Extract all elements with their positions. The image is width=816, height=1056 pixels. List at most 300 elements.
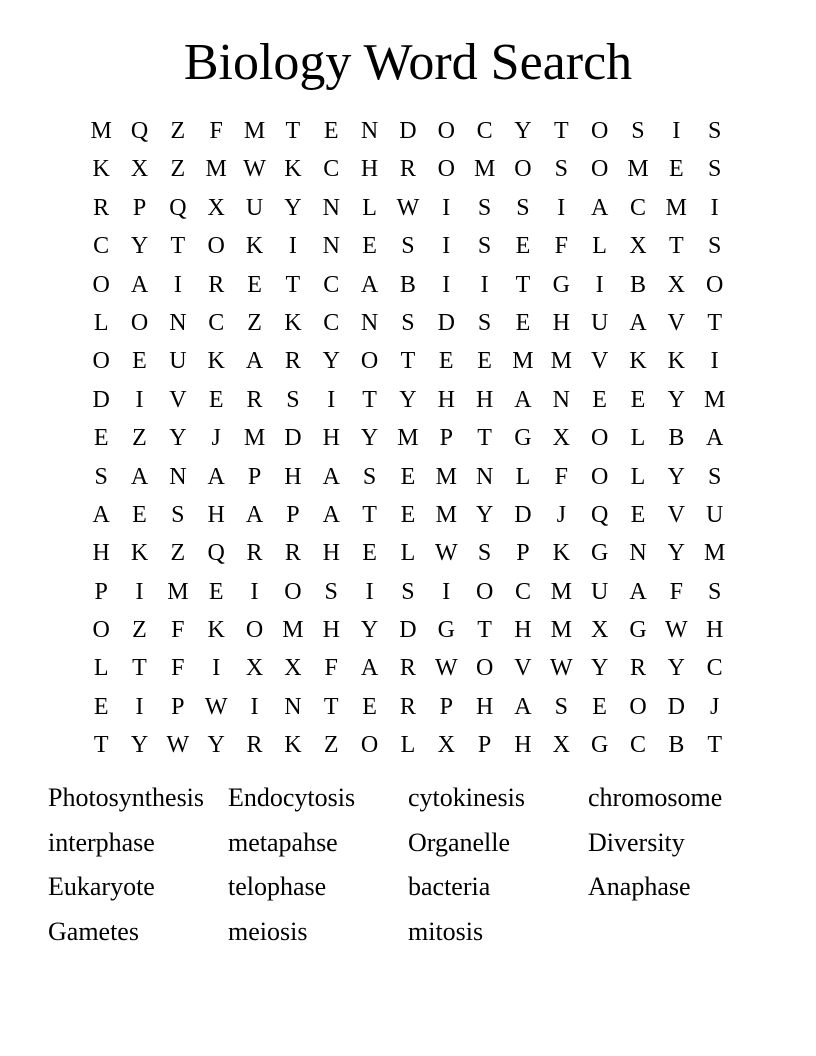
grid-letter: A xyxy=(514,693,532,720)
page-title: Biology Word Search xyxy=(183,34,633,91)
grid-letter: D xyxy=(437,309,455,336)
grid-letter: K xyxy=(667,348,685,375)
grid-letter: X xyxy=(667,271,685,298)
grid-letter: Y xyxy=(667,655,685,682)
grid-letter: B xyxy=(629,271,646,298)
grid-letter: G xyxy=(552,271,570,298)
grid-letter: O xyxy=(514,156,532,183)
grid-letter: P xyxy=(286,501,300,528)
grid-letter: T xyxy=(477,617,492,644)
grid-letter: I xyxy=(672,118,681,144)
grid-letter: T xyxy=(668,233,684,260)
grid-letter: M xyxy=(243,425,266,452)
grid-row xyxy=(82,575,734,613)
grid-letter: I xyxy=(557,194,566,221)
grid-letter: R xyxy=(93,194,110,221)
grid-letter: O xyxy=(360,732,379,759)
grid-letter: H xyxy=(284,463,302,490)
grid-letter: M xyxy=(167,578,189,605)
grid-letter: P xyxy=(132,194,147,221)
grid-row xyxy=(82,728,734,766)
grid-letter: H xyxy=(322,540,340,567)
grid-letter: M xyxy=(704,540,726,567)
grid-letter: D xyxy=(514,501,532,528)
grid-letter: L xyxy=(400,732,416,759)
word-list-item: mitosis xyxy=(408,916,484,946)
grid-letter: C xyxy=(629,194,646,221)
grid-letter: Q xyxy=(207,540,225,567)
grid-letter: Y xyxy=(169,425,187,452)
grid-letter: U xyxy=(590,309,609,336)
grid-letter: M xyxy=(665,194,687,221)
grid-row xyxy=(82,613,734,651)
grid-row xyxy=(82,690,734,728)
grid-letter: E xyxy=(93,693,109,720)
grid-letter: L xyxy=(630,463,646,490)
grid-letter: Y xyxy=(399,386,417,413)
grid-letter: I xyxy=(442,578,451,605)
grid-letter: T xyxy=(553,118,569,144)
grid-letter: O xyxy=(629,693,647,720)
grid-letter: N xyxy=(629,540,647,567)
grid-letter: G xyxy=(629,617,647,644)
grid-letter: M xyxy=(243,118,266,144)
grid-letter: M xyxy=(550,578,572,605)
grid-letter: E xyxy=(400,501,416,528)
grid-letter: S xyxy=(554,156,568,183)
grid-letter: M xyxy=(397,425,419,452)
grid-letter: P xyxy=(439,693,453,720)
grid-letter: H xyxy=(437,386,455,413)
grid-letter: B xyxy=(668,425,685,452)
grid-letter: S xyxy=(324,578,338,605)
grid-letter: H xyxy=(552,309,570,336)
grid-letter: I xyxy=(442,271,451,298)
grid-letter: K xyxy=(552,540,570,567)
grid-letter: A xyxy=(360,655,379,682)
grid-letter: E xyxy=(592,693,607,720)
grid-letter: C xyxy=(323,309,340,336)
grid-letter: K xyxy=(130,540,149,567)
grid-row xyxy=(82,268,734,306)
grid-letter: A xyxy=(322,463,340,490)
word-list-item: cytokinesis xyxy=(408,783,525,812)
grid-letter: Y xyxy=(667,386,685,413)
grid-letter: E xyxy=(323,118,339,144)
grid-letter: J xyxy=(710,693,720,720)
grid-letter: L xyxy=(515,463,531,490)
grid-letter: I xyxy=(480,271,489,298)
grid-letter: I xyxy=(710,194,719,221)
grid-letter: Q xyxy=(169,194,187,221)
grid-letter: T xyxy=(323,693,339,720)
grid-letter: E xyxy=(132,501,147,528)
grid-letter: Y xyxy=(667,540,685,567)
word-list-item: telophase xyxy=(228,872,327,901)
grid-letter: T xyxy=(477,425,492,452)
grid-letter: Z xyxy=(170,156,186,183)
letter-grid xyxy=(82,114,734,767)
grid-letter: S xyxy=(477,233,492,260)
grid-letter: E xyxy=(208,578,224,605)
grid-letter: M xyxy=(282,617,304,644)
grid-letter: I xyxy=(595,271,604,298)
word-list-item: meiosis xyxy=(228,916,308,946)
grid-letter: E xyxy=(362,233,377,260)
grid-letter: V xyxy=(590,348,609,375)
grid-letter: Z xyxy=(132,425,147,452)
grid-letter: W xyxy=(396,194,420,221)
grid-letter: M xyxy=(550,348,572,375)
word-list-item: Organelle xyxy=(408,827,511,857)
grid-letter: R xyxy=(284,348,301,375)
grid-letter: C xyxy=(514,578,531,605)
grid-letter: C xyxy=(629,732,646,759)
grid-letter: U xyxy=(245,194,264,221)
grid-letter: I xyxy=(250,578,259,605)
word-list-item: interphase xyxy=(48,827,155,857)
grid-letter: O xyxy=(92,271,110,298)
grid-letter: O xyxy=(92,348,110,375)
grid-letter: S xyxy=(554,693,568,720)
grid-letter: O xyxy=(475,578,494,605)
grid-letter: P xyxy=(94,578,108,605)
grid-letter: E xyxy=(515,309,531,336)
grid-letter: L xyxy=(362,194,377,221)
grid-letter: N xyxy=(552,386,570,413)
grid-letter: T xyxy=(170,233,186,260)
grid-letter: J xyxy=(556,501,566,528)
grid-letter: D xyxy=(399,118,417,144)
grid-letter: T xyxy=(515,271,531,298)
grid-letter: L xyxy=(630,425,646,452)
grid-letter: W xyxy=(665,617,688,644)
grid-letter: K xyxy=(284,309,302,336)
grid-letter: Q xyxy=(130,118,149,144)
word-list-item: Photosynthesis xyxy=(48,783,205,812)
grid-letter: S xyxy=(401,309,415,336)
grid-letter: O xyxy=(475,655,494,682)
grid-letter: X xyxy=(437,732,455,759)
grid-letter: I xyxy=(250,693,259,720)
grid-letter: S xyxy=(707,463,722,490)
grid-letter: T xyxy=(132,655,147,682)
word-list-item: bacteria xyxy=(408,872,491,901)
grid-letter: O xyxy=(590,118,609,144)
grid-letter: W xyxy=(243,156,266,183)
grid-letter: X xyxy=(552,425,570,452)
grid-letter: P xyxy=(477,732,492,759)
grid-letter: T xyxy=(707,309,722,336)
word-list-item: Diversity xyxy=(588,827,685,857)
grid-letter: G xyxy=(437,617,455,644)
grid-letter: Q xyxy=(590,501,609,528)
grid-letter: Z xyxy=(132,617,147,644)
grid-letter: O xyxy=(590,463,609,490)
grid-letter: X xyxy=(207,194,225,221)
grid-letter: Y xyxy=(130,233,149,260)
grid-letter: E xyxy=(515,233,531,260)
grid-letter: I xyxy=(135,693,144,720)
grid-letter: P xyxy=(171,693,185,720)
grid-letter: F xyxy=(171,617,185,644)
word-list-item: Anaphase xyxy=(588,872,691,901)
grid-letter: Y xyxy=(360,617,379,644)
grid-letter: S xyxy=(362,463,377,490)
grid-letter: E xyxy=(362,693,377,720)
grid-letter: N xyxy=(169,309,187,336)
grid-letter: W xyxy=(434,540,458,567)
grid-letter: S xyxy=(401,233,415,260)
grid-letter: I xyxy=(710,348,719,375)
word-list-item: Endocytosis xyxy=(228,783,356,812)
grid-letter: O xyxy=(245,617,264,644)
grid-letter: A xyxy=(629,578,647,605)
grid-letter: R xyxy=(208,271,225,298)
grid-letter: A xyxy=(590,194,609,221)
grid-letter: Z xyxy=(170,540,186,567)
grid-letter: A xyxy=(92,501,110,528)
grid-letter: F xyxy=(554,233,568,260)
grid-letter: N xyxy=(360,309,379,336)
grid-letter: X xyxy=(629,233,647,260)
grid-letter: E xyxy=(668,156,684,183)
grid-letter: S xyxy=(631,118,645,144)
word-list xyxy=(48,780,768,958)
grid-letter: E xyxy=(630,386,646,413)
grid-letter: Z xyxy=(247,309,262,336)
grid-letter: C xyxy=(323,156,340,183)
grid-letter: M xyxy=(435,501,457,528)
grid-letter: W xyxy=(204,693,228,720)
grid-letter: O xyxy=(360,348,379,375)
grid-letter: C xyxy=(706,655,723,682)
grid-letter: K xyxy=(629,348,647,375)
grid-letter: V xyxy=(514,655,532,682)
grid-letter: Y xyxy=(130,732,149,759)
grid-letter: M xyxy=(435,463,457,490)
grid-letter: O xyxy=(437,156,455,183)
grid-letter: R xyxy=(284,540,301,567)
grid-letter: S xyxy=(94,463,108,490)
grid-letter: A xyxy=(322,501,340,528)
grid-letter: R xyxy=(399,693,416,720)
grid-letter: H xyxy=(514,617,532,644)
grid-letter: T xyxy=(93,732,109,759)
grid-letter: K xyxy=(284,156,302,183)
grid-letter: C xyxy=(93,233,110,260)
grid-letter: K xyxy=(207,617,225,644)
grid-letter: N xyxy=(475,463,494,490)
grid-letter: B xyxy=(668,732,685,759)
grid-letter: E xyxy=(438,348,454,375)
grid-letter: S xyxy=(516,194,530,221)
grid-letter: V xyxy=(667,501,685,528)
grid-letter: I xyxy=(442,194,451,221)
grid-row xyxy=(82,152,734,190)
grid-letter: S xyxy=(477,194,492,221)
grid-letter: S xyxy=(286,386,300,413)
grid-letter: V xyxy=(169,386,187,413)
word-list-item: Gametes xyxy=(48,916,139,946)
grid-letter: A xyxy=(706,425,724,452)
grid-letter: X xyxy=(245,655,264,682)
grid-letter: I xyxy=(365,578,374,605)
grid-letter: M xyxy=(704,386,726,413)
grid-letter: F xyxy=(669,578,683,605)
grid-row xyxy=(82,536,734,574)
grid-letter: I xyxy=(212,655,221,682)
grid-letter: G xyxy=(590,540,609,567)
grid-letter: Y xyxy=(207,732,225,759)
grid-letter: O xyxy=(92,617,110,644)
grid-letter: S xyxy=(171,501,185,528)
grid-letter: U xyxy=(169,348,187,375)
grid-letter: T xyxy=(285,118,301,144)
grid-letter: M xyxy=(512,348,534,375)
grid-letter: P xyxy=(439,425,453,452)
grid-letter: N xyxy=(322,233,340,260)
grid-letter: U xyxy=(590,578,609,605)
grid-letter: Y xyxy=(590,655,609,682)
word-list-item: Eukaryote xyxy=(48,872,155,901)
grid-letter: X xyxy=(552,732,570,759)
grid-letter: E xyxy=(400,463,416,490)
grid-letter: E xyxy=(630,501,646,528)
grid-letter: O xyxy=(130,309,149,336)
grid-letter: H xyxy=(322,425,340,452)
grid-letter: E xyxy=(93,425,109,452)
grid-letter: S xyxy=(707,578,722,605)
grid-row xyxy=(82,460,734,498)
grid-letter: Y xyxy=(284,194,302,221)
grid-letter: H xyxy=(514,732,532,759)
grid-letter: R xyxy=(399,156,416,183)
grid-letter: L xyxy=(93,309,109,336)
grid-letter: X xyxy=(130,156,149,183)
grid-row xyxy=(82,344,734,382)
grid-letter: E xyxy=(477,348,492,375)
word-list-item: metapahse xyxy=(228,827,338,857)
grid-letter: P xyxy=(247,463,262,490)
grid-letter: X xyxy=(284,655,302,682)
grid-letter: N xyxy=(169,463,187,490)
grid-letter: J xyxy=(211,425,221,452)
grid-letter: M xyxy=(550,617,572,644)
grid-letter: H xyxy=(207,501,225,528)
grid-letter: L xyxy=(592,233,607,260)
grid-letter: D xyxy=(667,693,685,720)
grid-row xyxy=(82,114,734,152)
grid-letter: A xyxy=(130,463,149,490)
grid-letter: A xyxy=(514,386,532,413)
grid-letter: U xyxy=(706,501,724,528)
grid-letter: H xyxy=(360,156,379,183)
grid-letter: Y xyxy=(360,425,379,452)
grid-letter: I xyxy=(135,578,144,605)
grid-letter: H xyxy=(706,617,724,644)
grid-letter: D xyxy=(92,386,110,413)
grid-letter: E xyxy=(362,540,377,567)
grid-letter: M xyxy=(473,156,496,183)
grid-letter: I xyxy=(288,233,297,260)
grid-letter: A xyxy=(130,271,149,298)
grid-row xyxy=(82,229,734,267)
grid-letter: N xyxy=(322,194,340,221)
grid-letter: A xyxy=(629,309,647,336)
grid-letter: I xyxy=(173,271,182,298)
grid-letter: X xyxy=(590,617,609,644)
grid-letter: A xyxy=(245,348,264,375)
grid-letter: H xyxy=(475,693,494,720)
grid-letter: S xyxy=(707,233,722,260)
grid-letter: T xyxy=(707,732,722,759)
grid-letter: G xyxy=(590,732,609,759)
grid-letter: M xyxy=(90,118,112,144)
grid-letter: H xyxy=(322,617,340,644)
grid-letter: K xyxy=(245,233,264,260)
grid-letter: O xyxy=(437,118,455,144)
grid-letter: Y xyxy=(322,348,340,375)
grid-letter: I xyxy=(442,233,451,260)
grid-letter: R xyxy=(246,732,263,759)
grid-letter: T xyxy=(285,271,301,298)
grid-letter: O xyxy=(284,578,302,605)
grid-letter: M xyxy=(627,156,649,183)
grid-letter: H xyxy=(92,540,110,567)
grid-letter: C xyxy=(476,118,493,144)
grid-letter: A xyxy=(207,463,225,490)
grid-letter: E xyxy=(247,271,262,298)
grid-letter: O xyxy=(706,271,724,298)
grid-letter: W xyxy=(434,655,458,682)
grid-letter: F xyxy=(554,463,568,490)
grid-letter: A xyxy=(360,271,379,298)
grid-row xyxy=(82,421,734,459)
grid-letter: B xyxy=(399,271,416,298)
grid-letter: N xyxy=(360,118,379,144)
grid-letter: N xyxy=(284,693,302,720)
grid-letter: K xyxy=(284,732,302,759)
grid-letter: L xyxy=(400,540,416,567)
grid-letter: S xyxy=(477,309,492,336)
grid-letter: S xyxy=(707,118,722,144)
grid-letter: F xyxy=(171,655,185,682)
grid-letter: Y xyxy=(475,501,494,528)
grid-letter: S xyxy=(707,156,722,183)
grid-letter: C xyxy=(323,271,340,298)
grid-letter: I xyxy=(327,386,336,413)
grid-letter: W xyxy=(549,655,573,682)
word-list-item: chromosome xyxy=(588,783,723,812)
grid-letter: V xyxy=(667,309,685,336)
grid-letter: S xyxy=(477,540,492,567)
grid-letter: R xyxy=(246,540,263,567)
grid-row xyxy=(82,651,734,689)
grid-letter: K xyxy=(92,156,110,183)
grid-letter: Y xyxy=(514,118,532,144)
grid-letter: O xyxy=(207,233,225,260)
grid-letter: R xyxy=(629,655,646,682)
grid-letter: S xyxy=(401,578,415,605)
grid-letter: C xyxy=(208,309,225,336)
grid-letter: F xyxy=(324,655,338,682)
grid-letter: Z xyxy=(323,732,339,759)
grid-letter: E xyxy=(592,386,607,413)
grid-letter: Y xyxy=(667,463,685,490)
grid-letter: M xyxy=(205,156,227,183)
grid-row xyxy=(82,306,734,344)
